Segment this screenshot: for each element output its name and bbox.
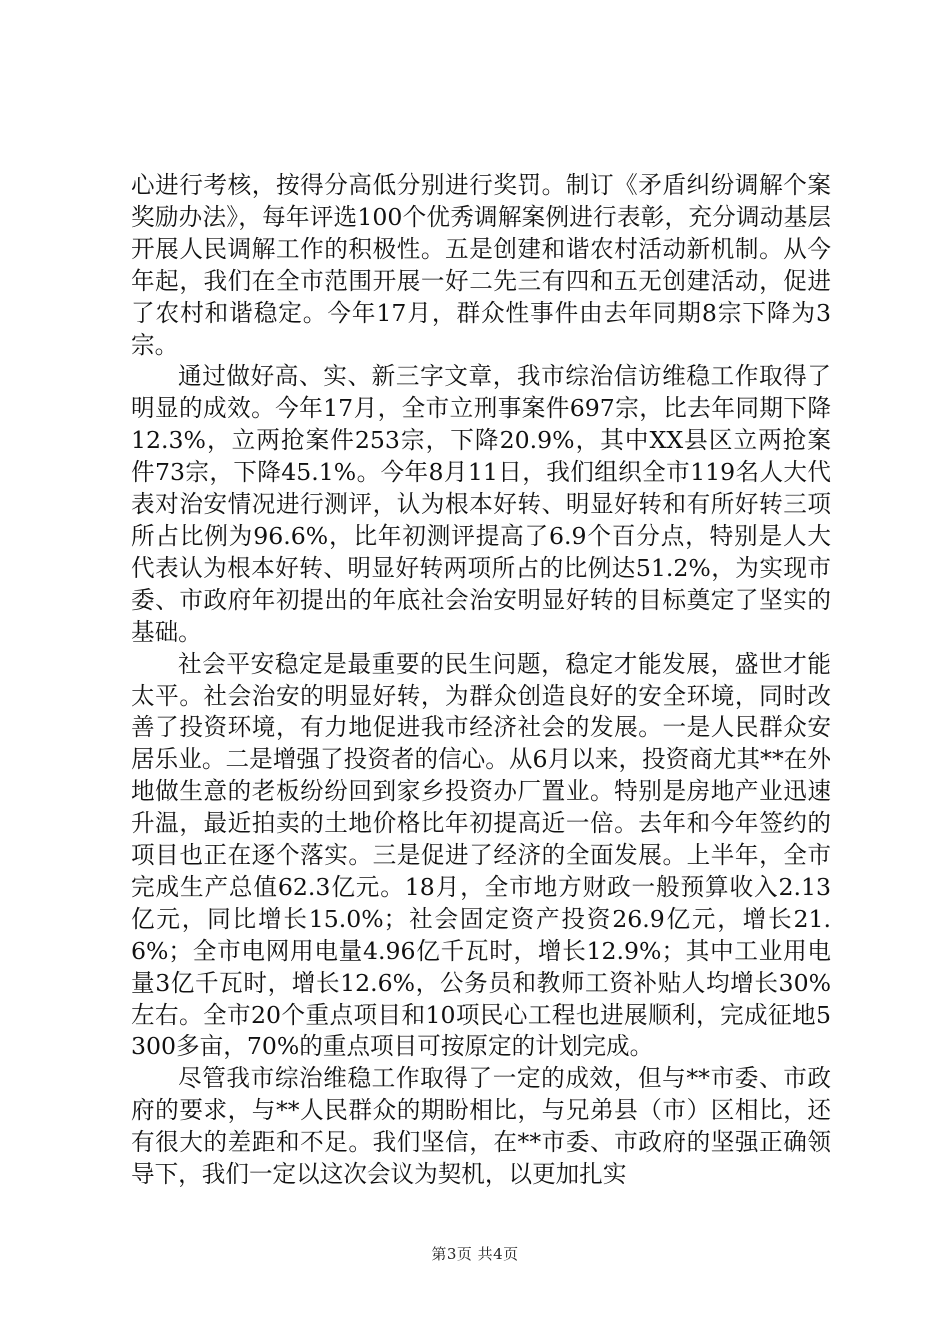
page-number-footer: 第3页 共4页	[431, 1245, 519, 1263]
paragraph-continued: 心进行考核，按得分高低分别进行奖罚。制订《矛盾纠纷调解个案奖励办法》，每年评选100个优秀调解案例进行表彰，充分调动基层开展人民调解工作的积极性。五是创建和谐农村活动新机制。从今年起，我们在全市范围开展一好二先三有四和五无创建活动，促进了农村和谐稳定。今年17月，群众性事件由去年同期8宗下降为3宗。	[131, 171, 831, 359]
paragraph-economy: 社会平安稳定是最重要的民生问题，稳定才能发展，盛世才能太平。社会治安的明显好转，为群众创造良好的安全环境，同时改善了投资环境，有力地促进我市经济社会的发展。一是人民群众安居乐业。二是增强了投资者的信心。从6月以来，投资商尤其**在外地做生意的老板纷纷回到家乡投资办厂置业。特别是房地产业迅速升温，最近拍卖的土地价格比年初提高近一倍。去年和今年签约的项目也正在逐个落实。三是促进了经济的全面发展。上半年，全市完成生产总值62.3亿元。18月，全市地方财政一般预算收入2.13亿元，同比增长15.0%；社会固定资产投资26.9亿元，增长21.6%；全市电网用电量4.96亿千瓦时，增长12.9%；其中工业用电量3亿千瓦时，增长12.6%，公务员和教师工资补贴人均增长30%左右。全市20个重点项目和10项民心工程也进展顺利，完成征地5300多亩，70%的重点项目可按原定的计划完成。	[131, 649, 831, 1061]
paragraph-results: 通过做好高、实、新三字文章，我市综治信访维稳工作取得了明显的成效。今年17月，全市立刑事案件697宗，比去年同期下降12.3%，立两抢案件253宗，下降20.9%，其中XX县区立两抢案件73宗，下降45.1%。今年8月11日，我们组织全市119名人大代表对治安情况进行测评，认为根本好转、明显好转和有所好转三项所占比例为96.6%，比年初测评提高了6.9个百分点，特别是人大代表认为根本好转、明显好转两项所占的比例达51.2%，为实现市委、市政府年初提出的年底社会治安明显好转的目标奠定了坚实的基础。	[131, 362, 831, 646]
paragraph-conclusion: 尽管我市综治维稳工作取得了一定的成效，但与**市委、市政府的要求，与**人民群众的期盼相比，与兄弟县（市）区相比，还有很大的差距和不足。我们坚信，在**市委、市政府的坚强正确领导下，我们一定以这次会议为契机，以更加扎实	[131, 1064, 831, 1189]
document-body	[131, 170, 831, 1191]
